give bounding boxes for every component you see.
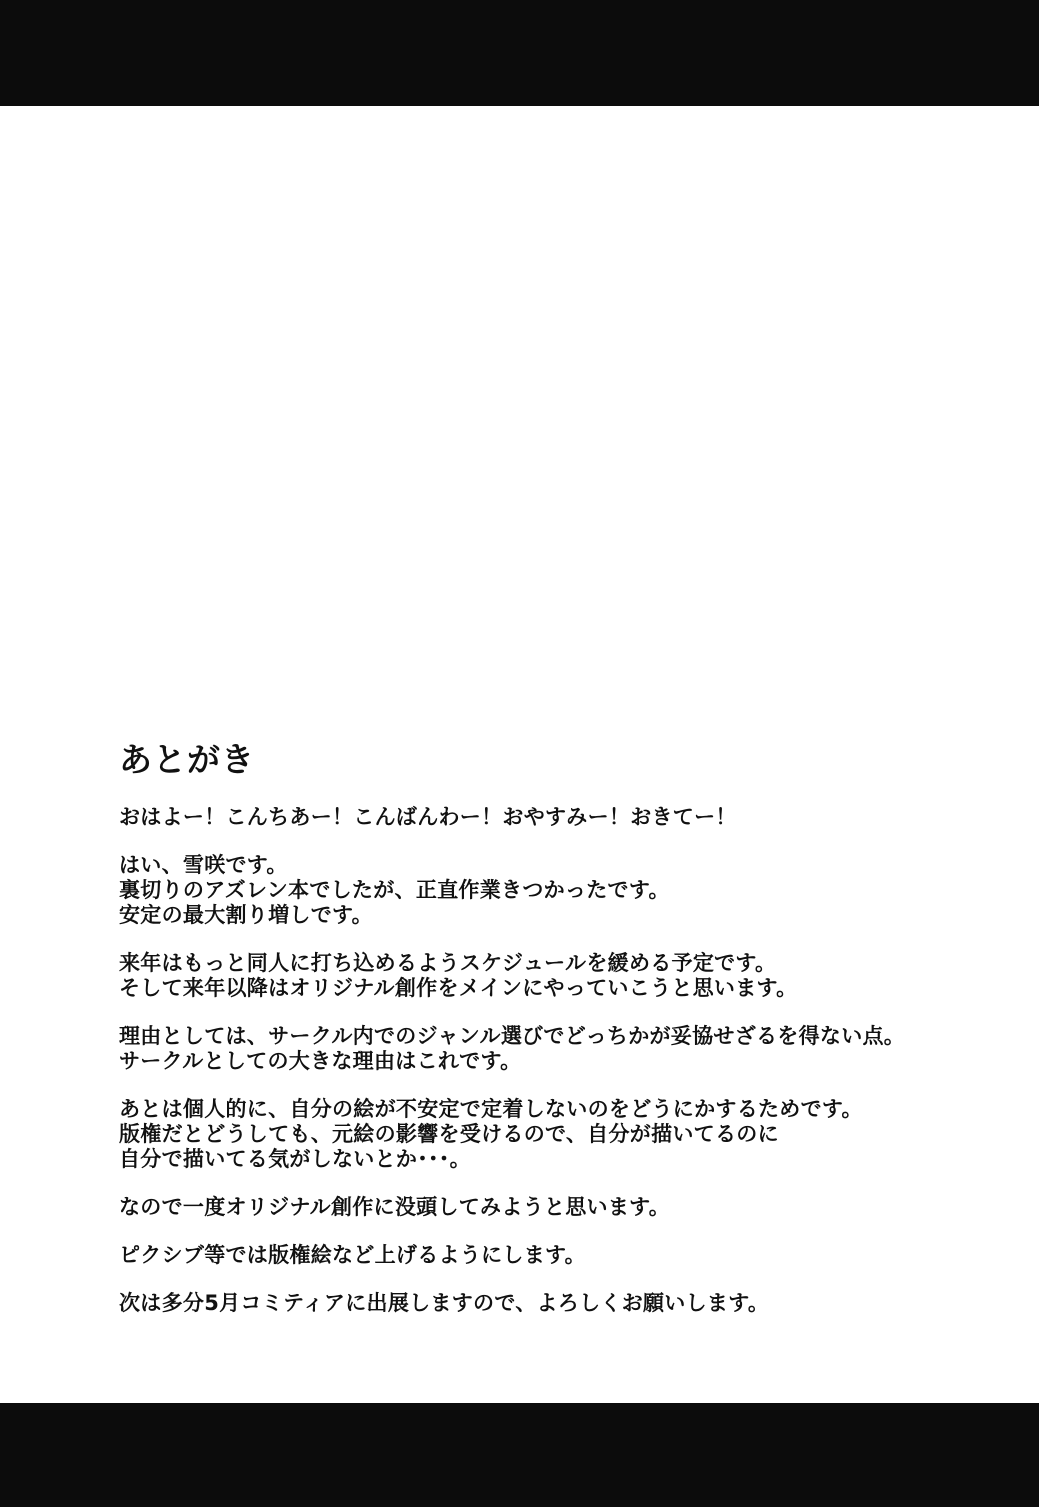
bottom-black-border [0,1403,1039,1507]
top-black-border [0,0,1039,106]
afterword-section [119,740,999,1339]
text-line: 裏切りのアズレン本でしたが、正直作業きつかったです。 [119,878,670,902]
paragraph-pixiv [119,1243,999,1268]
text-line: 次は多分5月コミティアに出展しますので、よろしくお願いします。 [119,1291,770,1315]
paragraph-next-year [119,951,999,1001]
text-line: 自分で描いてる気がしないとか･･･。 [119,1147,471,1171]
afterword-heading: あとがき [119,740,255,779]
text-line: あとは個人的に、自分の絵が不安定で定着しないのをどうにかするためです。 [119,1097,863,1121]
paragraph-intro [119,853,999,928]
paragraph-original [119,1195,999,1220]
paragraph-reason [119,1024,999,1074]
text-line: なので一度オリジナル創作に没頭してみようと思います。 [119,1195,671,1219]
text-line: ピクシブ等では版権絵など上げるようにします。 [119,1243,586,1267]
text-line: 版権だとどうしても、元絵の影響を受けるので、自分が描いてるのに [119,1122,779,1146]
text-line: 安定の最大割り増しです。 [119,903,373,927]
text-line: おはよー！こんちあー！こんばんわー！おやすみー！おきてー！ [119,805,737,829]
text-line: 理由としては、サークル内でのジャンル選びでどっちかが妥協せざるを得ない点。 [119,1024,906,1048]
text-line: 来年はもっと同人に打ち込めるようスケジュールを緩める予定です。 [119,951,777,975]
paragraph-greeting [119,805,999,830]
text-line: はい、雪咲です。 [119,853,288,877]
text-line: そして来年以降はオリジナル創作をメインにやっていこうと思います。 [119,976,798,1000]
paragraph-personal [119,1097,999,1172]
paragraph-comitia [119,1291,999,1316]
text-line: サークルとしての大きな理由はこれです。 [119,1049,522,1073]
